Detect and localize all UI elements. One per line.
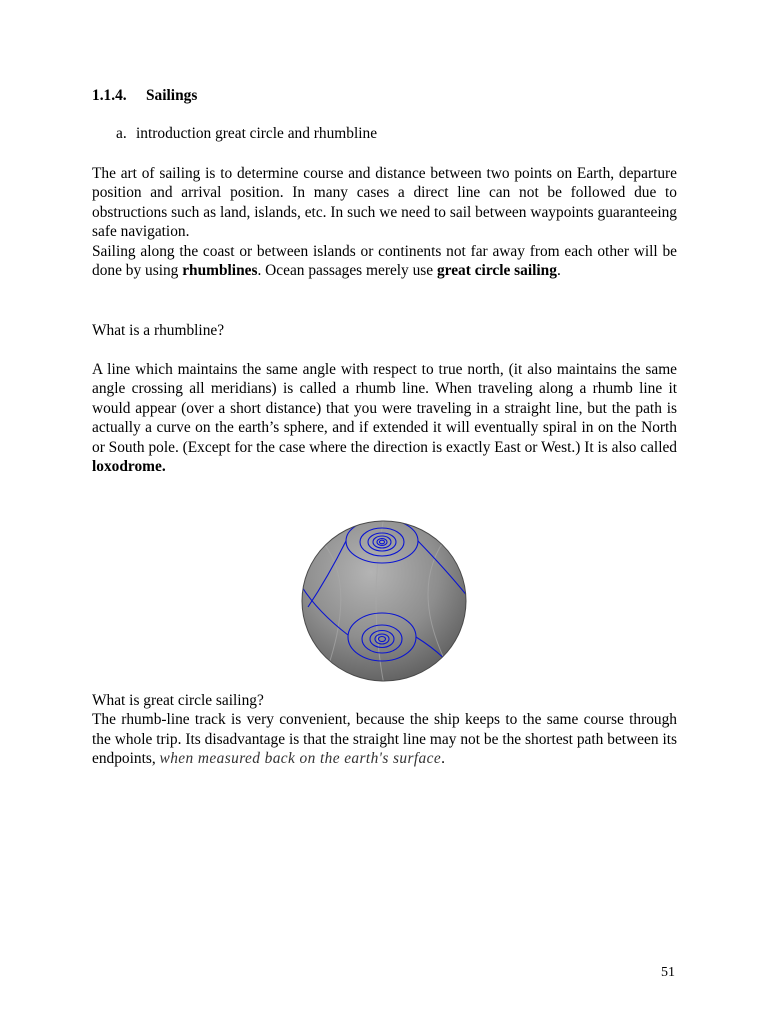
- bold-term-great-circle: great circle sailing: [436, 262, 557, 280]
- paragraph-text: .: [441, 750, 445, 768]
- page-number: 51: [661, 965, 675, 980]
- paragraph-text: A line which maintains the same angle with respect to true north, (it also maintains the same angle crossing all meridians) is called a rhumb line. When traveling along a rhumb line it would appear (over a short distance) that you were traveling in a straight line, but the path is actually a curve on the earth’s sphere, and if extended it will eventually spiral in on the North or South pole. (Except for the case where the direction is exactly East or West.) It is also called: [92, 361, 677, 456]
- loxodrome-globe-icon: [298, 517, 470, 685]
- italic-phrase: when measured back on the earth's surface: [159, 750, 442, 768]
- intro-paragraph: The art of sailing is to determine course and distance between two points on Earth, departure position and arrival position. In many cases a direct line can not be followed due to obstructions such as land, islands, etc. In such we need to sail between waypoints guaranteeing safe navigation.: [92, 165, 677, 241]
- section-heading: [92, 86, 197, 105]
- question-rhumbline: What is a rhumbline?: [92, 322, 225, 339]
- subsection-title: introduction great circle and rhumbline: [136, 125, 378, 142]
- bold-term-loxodrome: loxodrome.: [92, 458, 166, 476]
- list-marker: a.: [116, 125, 127, 142]
- rhumbline-definition-paragraph: [92, 360, 677, 476]
- paragraph-text: Sailing along the coast or between islands or continents not far away from each other will be done by using: [92, 243, 677, 280]
- subsection-heading: [116, 124, 377, 143]
- bold-term-rhumblines: rhumblines: [182, 262, 258, 280]
- paragraph-text: .: [556, 262, 561, 280]
- paragraph-text: The rhumb-line track is very convenient, because the ship keeps to the same course through the whole trip. Its disadvantage is that the straight line may not be the shortest path between its endpoints,: [92, 711, 677, 768]
- great-circle-section: [92, 691, 677, 769]
- great-circle-paragraph: [92, 710, 677, 768]
- paragraph-text: . Ocean passages merely use: [257, 262, 437, 280]
- question-great-circle: What is great circle sailing?: [92, 692, 264, 709]
- section-title: Sailings: [146, 87, 198, 104]
- section-number: 1.1.4.: [92, 87, 127, 104]
- rhumbline-usage-paragraph: [92, 242, 677, 281]
